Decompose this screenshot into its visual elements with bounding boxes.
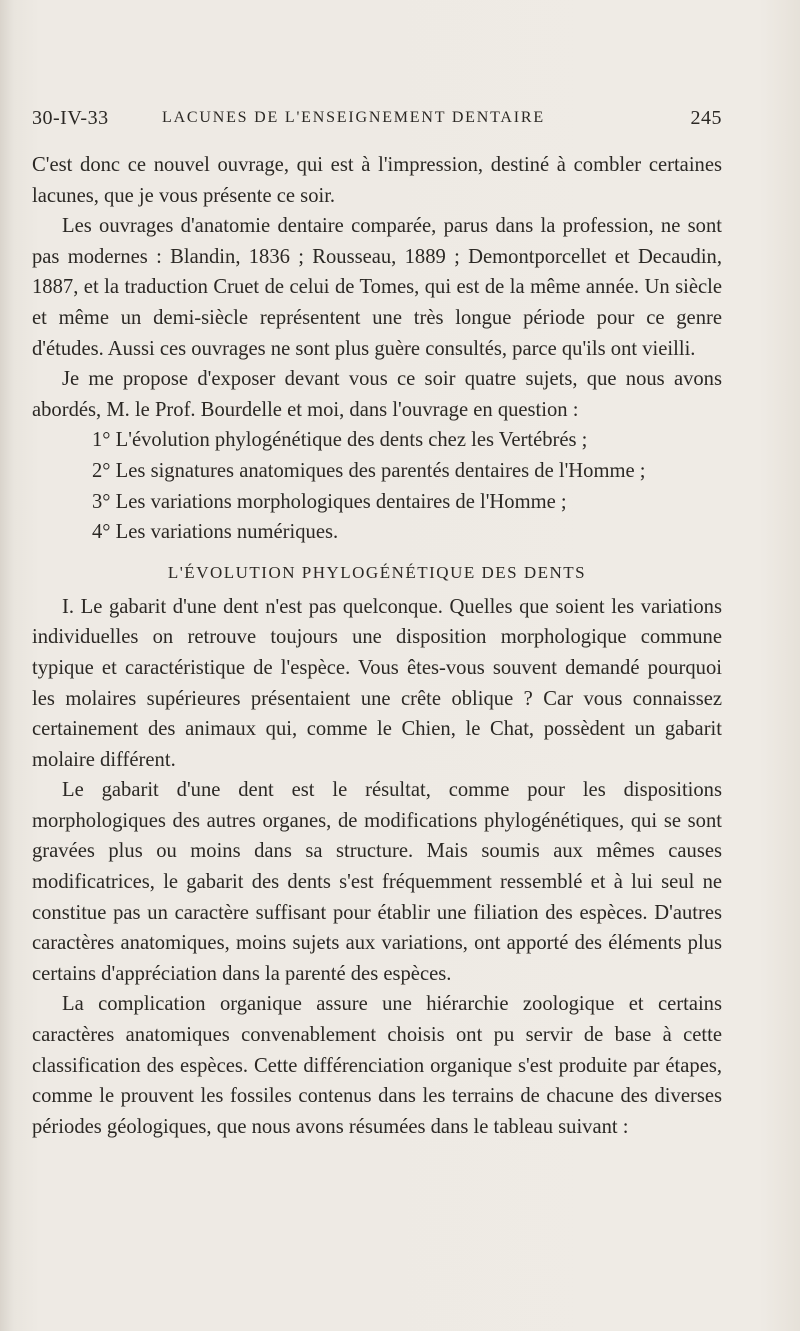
list-item: 4° Les variations numériques. bbox=[92, 521, 339, 544]
list-item: 2° Les signatures anatomiques des parentés dentaires de l'Homme ; bbox=[92, 459, 646, 482]
paragraph: C'est donc ce nouvel ouvrage, qui est à l'impression, destiné à combler certaines lacunes, que je vous présente ce soir. bbox=[32, 154, 722, 207]
paragraph: La complication organique assure une hiérarchie zoologique et certains caractères anatomiques convenablement choisis ont pu servir de base à cette classification des espèces. Cette différenciation organique s'est produite par étapes, comme le prouvent les fossiles contenus dans les terrains de chacune des diverses périodes géologiques, que nous avons résumées dans le tableau suivant : bbox=[32, 993, 722, 1138]
page-number: 245 bbox=[690, 107, 722, 129]
paragraph: Les ouvrages d'anatomie dentaire comparée, parus dans la profession, ne sont pas modernes : Blandin, 1836 ; Rousseau, 1889 ; Demontporcellet et Decaudin, 1887, et la traduction Cruet de celui de Tomes, qui est de la même année. Un siècle et même un demi-siècle représentent une très longue période pour ce genre d'études. Aussi ces ouvrages ne sont plus guère consultés, parce qu'ils ont vieilli. bbox=[32, 215, 722, 360]
section-title: L'ÉVOLUTION PHYLOGÉNÉTIQUE DES DENTS bbox=[167, 562, 587, 582]
header-date: 30-IV-33 bbox=[32, 107, 109, 129]
paragraph: I. Le gabarit d'une dent n'est pas quelconque. Quelles que soient les variations individuelles on retrouve toujours une disposition morphologique commune typique et caractéristique de l'espèce. Vous êtes-vous souvent demandé pourquoi les molaires supérieures présentaient une crête oblique ? Car vous connaissez certainement des animaux qui, comme le Chien, le Chat, possèdent un gabarit molaire différent. bbox=[32, 595, 722, 771]
paragraph: Le gabarit d'une dent est le résultat, comme pour les dispositions morphologiques des autres organes, de modifications phylogénétiques, qui se sont gravées plus ou moins dans sa structure. Mais soumis aux mêmes causes modificatrices, le gabarit des dents s'est fréquemment ressemblé et à lui seul ne constitue pas un caractère suffisant pour établir une filiation des espèces. D'autres caractères anatomiques, moins sujets aux variations, ont apporté des éléments plus certains d'appréciation dans la parenté des espèces. bbox=[32, 779, 722, 985]
list-item: 1° L'évolution phylogénétique des dents chez les Vertébrés ; bbox=[92, 429, 588, 452]
body-text bbox=[32, 150, 722, 1142]
running-header bbox=[32, 107, 722, 137]
paragraph: Je me propose d'exposer devant vous ce soir quatre sujets, que nous avons abordés, M. le Prof. Bourdelle et moi, dans l'ouvrage en question : bbox=[32, 368, 722, 421]
list-item: 3° Les variations morphologiques dentaires de l'Homme ; bbox=[92, 490, 567, 513]
running-title: LACUNES DE L'ENSEIGNEMENT DENTAIRE bbox=[162, 109, 545, 126]
